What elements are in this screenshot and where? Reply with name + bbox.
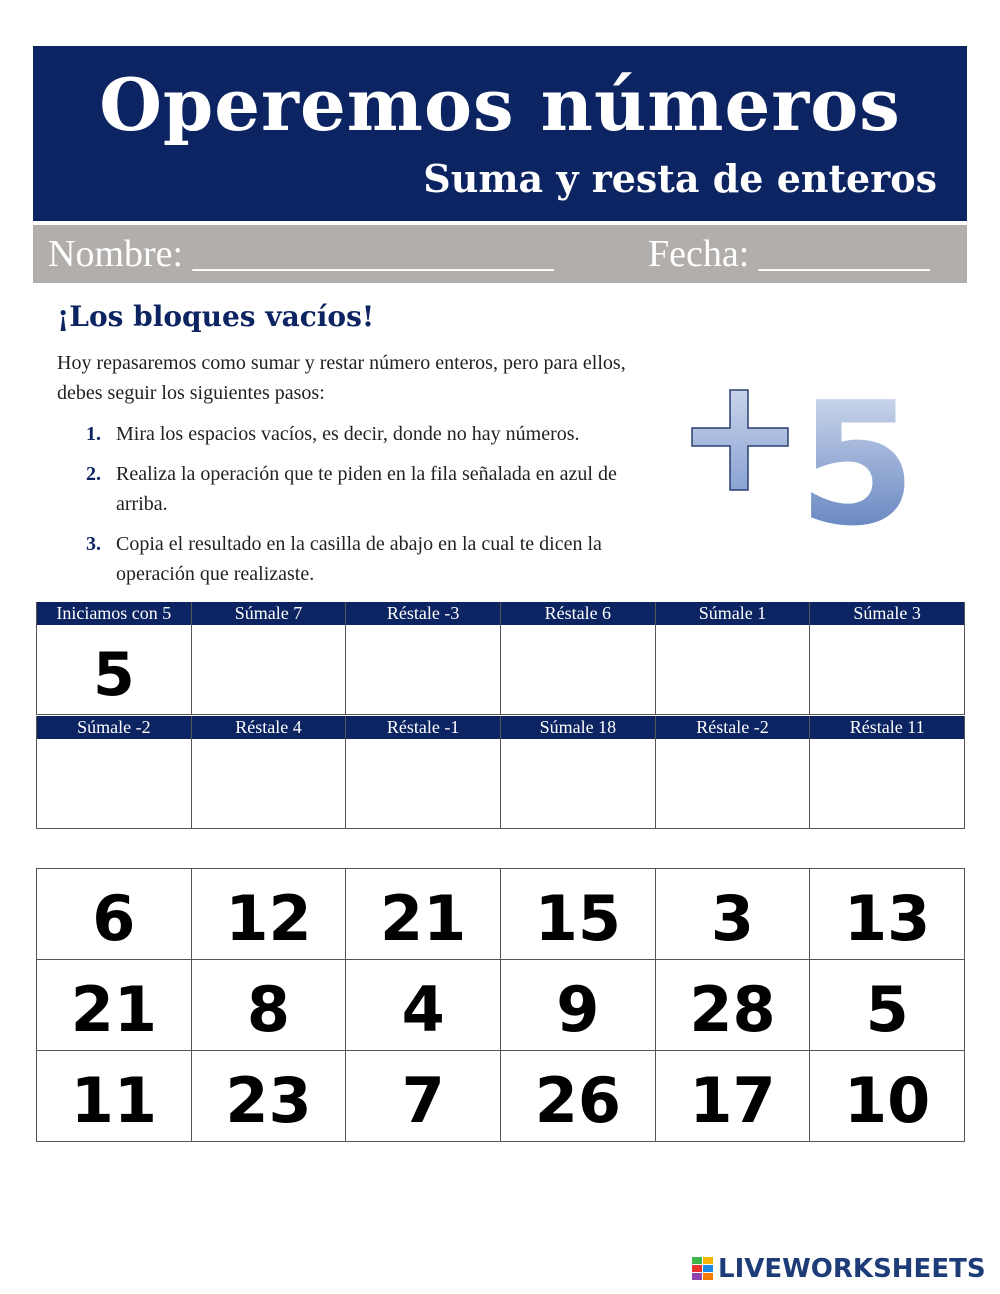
answer-tile[interactable]: 8 [192, 960, 347, 1051]
answer-tile[interactable]: 26 [501, 1051, 656, 1142]
operation-header: Súmale -2 [37, 716, 191, 739]
operation-cell [192, 602, 347, 715]
operations-grid-row1 [36, 602, 965, 715]
operation-header: Réstale 6 [501, 602, 655, 625]
operation-header: Réstale 11 [810, 716, 964, 739]
answer-bank-grid [36, 868, 965, 1142]
operation-header: Réstale -1 [346, 716, 500, 739]
step-text: Copia el resultado en la casilla de abajo en la cual te dicen la operación que realizaste. [116, 533, 602, 585]
page-subtitle: Suma y resta de enteros [423, 156, 937, 201]
answer-slot[interactable] [192, 739, 346, 828]
operation-cell [346, 602, 501, 715]
operation-header: Súmale 18 [501, 716, 655, 739]
operation-header: Réstale -3 [346, 602, 500, 625]
plus-five-icon [690, 365, 930, 535]
step-item [86, 529, 661, 589]
operation-cell [346, 716, 501, 829]
answer-slot[interactable] [501, 625, 655, 714]
svg-text:5: 5 [798, 366, 917, 535]
operation-cell [501, 716, 656, 829]
name-date-bar [33, 225, 967, 283]
answer-tile[interactable]: 4 [346, 960, 501, 1051]
answer-slot[interactable] [37, 625, 191, 714]
answer-tile[interactable]: 7 [346, 1051, 501, 1142]
answer-tile[interactable]: 5 [810, 960, 965, 1051]
liveworksheets-logo[interactable] [692, 1253, 986, 1285]
answer-slot[interactable] [656, 625, 810, 714]
operations-grid-row2 [36, 716, 965, 829]
section-title: ¡Los bloques vacíos! [57, 300, 375, 333]
operation-cell [656, 602, 811, 715]
answer-tile[interactable]: 9 [501, 960, 656, 1051]
step-number: 3. [86, 533, 101, 555]
step-text: Mira los espacios vacíos, es decir, donde no hay números. [116, 423, 580, 445]
operation-cell [810, 716, 965, 829]
logo-text: LIVEWORKSHEETS [718, 1254, 986, 1284]
answer-tile[interactable]: 12 [192, 869, 347, 960]
answer-tile[interactable]: 3 [656, 869, 811, 960]
operation-header: Súmale 3 [810, 602, 964, 625]
answer-slot[interactable] [810, 739, 964, 828]
step-item [86, 459, 661, 519]
operation-cell [37, 602, 192, 715]
operation-header: Réstale 4 [192, 716, 346, 739]
intro-text: Hoy repasaremos como sumar y restar número enteros, pero para ellos, debes seguir los siguientes pasos: [57, 352, 626, 404]
answer-slot[interactable] [192, 625, 346, 714]
answer-slot[interactable] [37, 739, 191, 828]
answer-tile[interactable]: 28 [656, 960, 811, 1051]
operation-cell [501, 602, 656, 715]
slot-value: 5 [92, 640, 135, 710]
page-title: Operemos números [99, 62, 901, 147]
operation-header: Súmale 1 [656, 602, 810, 625]
answer-slot[interactable] [346, 625, 500, 714]
answer-slot[interactable] [656, 739, 810, 828]
header-banner [33, 46, 967, 221]
name-field[interactable]: Nombre: ___________________ [48, 233, 554, 275]
step-item [86, 419, 661, 449]
operation-header: Súmale 7 [192, 602, 346, 625]
answer-tile[interactable]: 10 [810, 1051, 965, 1142]
date-field[interactable]: Fecha: _________ [648, 233, 930, 275]
answer-slot[interactable] [501, 739, 655, 828]
answer-tile[interactable]: 23 [192, 1051, 347, 1142]
answer-tile[interactable]: 6 [37, 869, 192, 960]
step-number: 2. [86, 463, 101, 485]
answer-slot[interactable] [346, 739, 500, 828]
answer-tile[interactable]: 21 [346, 869, 501, 960]
operation-cell [37, 716, 192, 829]
steps-list [86, 419, 661, 599]
step-text: Realiza la operación que te piden en la fila señalada en azul de arriba. [116, 463, 617, 515]
answer-tile[interactable]: 21 [37, 960, 192, 1051]
answer-slot[interactable] [810, 625, 964, 714]
operation-cell [656, 716, 811, 829]
answer-tile[interactable]: 17 [656, 1051, 811, 1142]
operation-header: Iniciamos con 5 [37, 602, 191, 625]
operation-cell [810, 602, 965, 715]
answer-tile[interactable]: 11 [37, 1051, 192, 1142]
answer-tile[interactable]: 15 [501, 869, 656, 960]
operation-cell [192, 716, 347, 829]
logo-blocks-icon [692, 1257, 714, 1281]
answer-tile[interactable]: 13 [810, 869, 965, 960]
operation-header: Réstale -2 [656, 716, 810, 739]
step-number: 1. [86, 423, 101, 445]
